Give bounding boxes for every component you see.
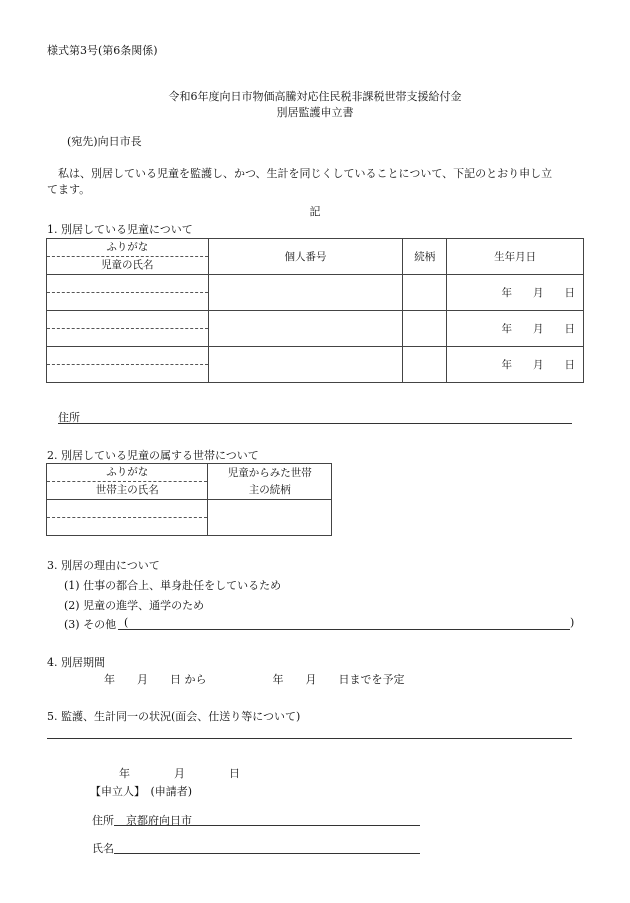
title-line2: 別居監護申立書 bbox=[276, 106, 354, 119]
other-reason-open-paren: ( bbox=[124, 616, 129, 629]
children-table-header bbox=[47, 239, 584, 275]
table-row bbox=[47, 500, 332, 536]
applicant-label: 【申立人】 (申請者) bbox=[90, 785, 193, 798]
child-address-field[interactable] bbox=[58, 423, 572, 424]
table-row bbox=[47, 311, 584, 347]
child-relation-cell[interactable] bbox=[403, 311, 447, 347]
submission-date[interactable]: 年 月 日 bbox=[119, 767, 240, 780]
children-table bbox=[46, 238, 584, 383]
child-id-cell[interactable] bbox=[208, 275, 403, 311]
applicant-address-label: 住所 bbox=[92, 814, 114, 827]
children-name-header-label: 児童の氏名 bbox=[47, 256, 208, 274]
children-relation-header: 続柄 bbox=[403, 239, 447, 275]
statement-line1: 私は、別居している児童を監護し、かつ、生計を同じくしていることについて、下記のとおり申し立 bbox=[58, 167, 553, 180]
children-name-header bbox=[47, 239, 209, 275]
child-birth-cell[interactable]: 年 月 日 bbox=[447, 311, 584, 347]
reason-2[interactable]: (2) 児童の進学、通学のため bbox=[64, 599, 205, 612]
household-name-header bbox=[47, 464, 208, 500]
householder-relation-cell[interactable] bbox=[208, 500, 332, 536]
title-line1: 令和6年度向日市物価高騰対応住民税非課税世帯支援給付金 bbox=[168, 90, 462, 103]
child-birth-cell[interactable]: 年 月 日 bbox=[447, 347, 584, 383]
statement-line2: てます。 bbox=[47, 183, 91, 196]
household-relation-header-line1: 児童からみた世帯 bbox=[227, 466, 312, 479]
child-relation-cell[interactable] bbox=[403, 347, 447, 383]
household-name-header-label: 世帯主の氏名 bbox=[47, 481, 207, 499]
other-reason-close-paren: ) bbox=[570, 616, 575, 629]
applicant-address-field[interactable] bbox=[114, 825, 420, 826]
household-relation-header-line2: 主の続柄 bbox=[248, 483, 291, 496]
form-number: 様式第3号(第6条関係) bbox=[47, 44, 158, 57]
separation-period[interactable]: 年 月 日 から 年 月 日までを予定 bbox=[104, 673, 405, 686]
household-relation-header bbox=[208, 464, 332, 500]
applicant-name-label: 氏名 bbox=[92, 842, 114, 855]
household-furigana-header: ふりがな bbox=[106, 466, 149, 478]
child-name-cell[interactable] bbox=[47, 347, 209, 383]
children-birth-header: 生年月日 bbox=[447, 239, 584, 275]
child-id-cell[interactable] bbox=[208, 347, 403, 383]
applicant-name-field[interactable] bbox=[114, 853, 420, 854]
children-furigana-header: ふりがな bbox=[106, 241, 149, 253]
child-name-cell[interactable] bbox=[47, 275, 209, 311]
custody-status-field[interactable] bbox=[47, 738, 572, 739]
child-address-label: 住所 bbox=[58, 411, 80, 424]
section2-heading: 2. 別居している児童の属する世帯について bbox=[47, 449, 259, 462]
section4-heading: 4. 別居期間 bbox=[47, 656, 105, 669]
child-name-cell[interactable] bbox=[47, 311, 209, 347]
reason-1[interactable]: (1) 仕事の都合上、単身赴任をしているため bbox=[64, 579, 282, 592]
table-row bbox=[47, 275, 584, 311]
other-reason-field[interactable] bbox=[118, 629, 570, 630]
household-table-header bbox=[47, 464, 332, 500]
householder-name-cell[interactable] bbox=[47, 500, 208, 536]
child-relation-cell[interactable] bbox=[403, 275, 447, 311]
children-id-header: 個人番号 bbox=[208, 239, 403, 275]
child-birth-cell[interactable]: 年 月 日 bbox=[447, 275, 584, 311]
table-row bbox=[47, 347, 584, 383]
section5-heading: 5. 監護、生計同一の状況(面会、仕送り等について) bbox=[47, 710, 301, 723]
addressee: (宛先)向日市長 bbox=[67, 135, 142, 148]
ki-label: 記 bbox=[309, 205, 321, 218]
applicant-address-value[interactable]: 京都府向日市 bbox=[126, 814, 192, 827]
reason-3[interactable]: (3) その他 bbox=[64, 618, 117, 631]
section1-heading: 1. 別居している児童について bbox=[47, 223, 193, 236]
child-id-cell[interactable] bbox=[208, 311, 403, 347]
section3-heading: 3. 別居の理由について bbox=[47, 559, 160, 572]
household-table bbox=[46, 463, 332, 536]
